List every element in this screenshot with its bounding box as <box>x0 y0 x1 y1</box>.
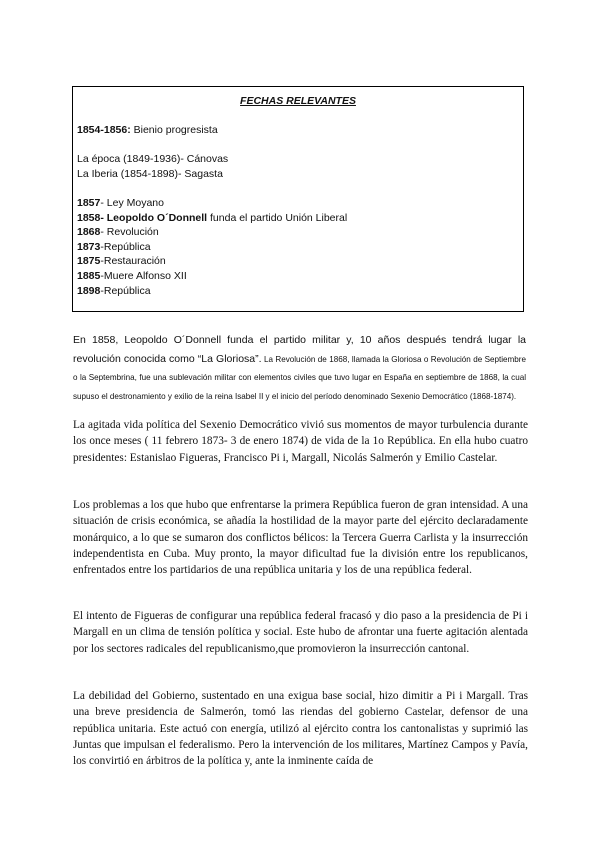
key-date-line <box>77 167 519 182</box>
key-date-event: Bienio progresista <box>130 124 218 136</box>
intro-paragraph <box>73 330 526 404</box>
key-date-event: -República <box>100 240 151 253</box>
key-date-event: -Restauración <box>100 255 166 268</box>
list-spacer <box>77 181 519 196</box>
key-date-event: -Muere Alfonso XII <box>100 269 187 282</box>
key-date-event: - Ley Moyano <box>100 196 164 209</box>
key-date-line <box>77 269 519 284</box>
key-date-year: 1858- Leopoldo O´Donnell <box>77 211 208 224</box>
paragraph-figueras: El intento de Figueras de configurar una república federal fracasó y dio paso a la presidencia de Pi i Margall en un clima de tensión política y social. Este hubo de afrontar una fuerte agitación alentada por los sectores radicales del republicanismo,que promovieron la insurrección cantonal. <box>73 610 528 655</box>
key-date-year: 1873 <box>77 240 101 253</box>
list-spacer <box>77 138 519 153</box>
intro-definition-text: La Revolución de 1868, llamada la Gloriosa o Revolución de Septiembre o la Septembrina, fue una sublevación militar con elementos civiles que tuvo lugar en España en septiembre de 1868, la cual supuso el destronamiento y exilio de la reina Isabel II y el inicio del período denominado Sexenio Democrático (1868-1874). <box>73 354 526 401</box>
key-date-line <box>77 152 519 167</box>
paragraph-sexenio: La agitada vida política del Sexenio Democrático vivió sus momentos de mayor turbulencia durante los once meses ( 11 febrero 1873- 3 de enero 1874) de vida de la 1o República. En ella hubo cuatro presidentes: Estanislao Figueras, Francisco Pi i, Margall, Nicolás Salmerón y Emilio Castelar. <box>73 419 528 464</box>
key-date-event: - Revolución <box>100 226 159 239</box>
key-date-line <box>77 123 519 138</box>
key-date-year: 1875 <box>77 255 101 268</box>
key-dates-list <box>77 123 519 298</box>
key-date-line <box>77 211 519 226</box>
key-date-line <box>77 254 519 269</box>
key-date-year: 1898 <box>77 284 101 297</box>
paragraph-problems: Los problemas a los que hubo que enfrentarse la primera República fueron de gran intensidad. A una situación de crisis económica, se añadía la hostilidad de la mayor parte del ejército declaradamente monárquico, a lo que se sumaron dos conflictos bélicos: la Tercera Guerra Carlista y la insurrección independentista en Cuba. Muy pronto, la mayor dificultad fue la división entre los republicanos, enfrentados entre los partidarios de una república unitaria y los de una república federal. <box>73 499 528 577</box>
key-date-line <box>77 240 519 255</box>
paragraph-government-weakness: La debilidad del Gobierno, sustentado en una exigua base social, hizo dimitir a Pi i Margall. Tras una breve presidencia de Salmerón, tomó las riendas del gobierno Castelar, defensor de una república unitaria. Este actuó con energía, utilizó al ejército contra los cantonalistas y suprimió las Juntas que impulsan el federalismo. Pero la intervención de los militares, Martínez Campos y Pavía, los convirtió en árbitros de la política y, ante la inminente caída de <box>73 690 528 768</box>
key-date-year: 1854-1856: <box>77 124 131 136</box>
key-date-line <box>77 284 519 299</box>
key-date-line <box>77 196 519 211</box>
key-date-year: 1868 <box>77 226 101 239</box>
key-date-event: funda el partido Unión Liberal <box>207 211 348 224</box>
key-dates-box <box>72 86 524 312</box>
key-date-year: 1885 <box>77 269 101 282</box>
key-date-line <box>77 225 519 240</box>
key-dates-title: FECHAS RELEVANTES <box>240 95 356 107</box>
key-date-event: La Iberia (1854-1898)- Sagasta <box>77 167 223 180</box>
key-date-year: 1857 <box>77 196 101 209</box>
key-date-event: La época (1849-1936)- Cánovas <box>77 153 229 166</box>
intro-text: En 1858, Leopoldo O´Donnell funda el partido militar y, 10 años después tendrá lugar la revolución conocida como “La Gloriosa”. <box>73 334 526 365</box>
key-date-event: -República <box>100 284 151 297</box>
